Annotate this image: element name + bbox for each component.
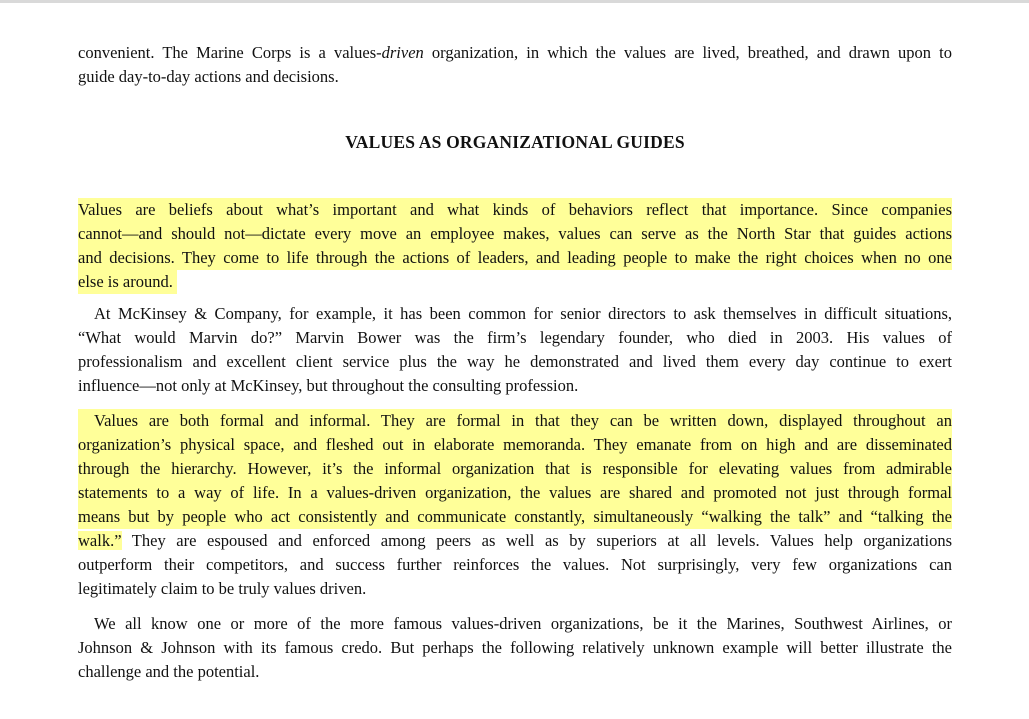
intro-paragraph xyxy=(78,41,952,89)
window-top-border xyxy=(0,0,1029,3)
text-line: means but by people who act consistently and communicate constantly, simultaneously “walking the talk” and “talking the xyxy=(78,505,952,529)
italic-text: driven xyxy=(381,43,424,62)
section-heading: VALUES AS ORGANIZATIONAL GUIDES xyxy=(345,132,685,152)
text-line xyxy=(78,41,952,65)
text-line: organization’s physical space, and fleshed out in elaborate memoranda. They emanate from on high and are disseminated xyxy=(78,433,952,457)
text-line: challenge and the potential. xyxy=(78,662,260,681)
text-line xyxy=(78,529,952,553)
text-line: professionalism and excellent client service plus the way he demonstrated and lived them every day continue to exert xyxy=(78,352,952,371)
text-line: legitimately claim to be truly values driven. xyxy=(78,579,367,598)
text-line: through the hierarchy. However, it’s the informal organization that is responsible for elevating values from admirable xyxy=(78,457,952,481)
text-run: convenient. The Marine Corps is a values- xyxy=(78,43,382,62)
text-line: At McKinsey & Company, for example, it has been common for senior directors to ask themselves in difficult situations, xyxy=(94,304,952,323)
text-line: Values are both formal and informal. They are formal in that they can be written down, displayed throughout an xyxy=(78,409,952,433)
text-line: We all know one or more of the more famous values-driven organizations, be it the Marines, Southwest Airlines, or xyxy=(94,614,952,633)
text-run: They are espoused and enforced among peers as well as by superiors at all levels. Values help organizations xyxy=(121,531,952,550)
text-line: “What would Marvin do?” Marvin Bower was the firm’s legendary founder, who died in 2003. His values of xyxy=(78,328,952,347)
paragraph-mckinsey xyxy=(78,302,952,398)
paragraph-highlighted-1 xyxy=(78,198,952,294)
text-line: outperform their competitors, and success further reinforces the values. Not surprisingly, very few organizations can xyxy=(78,555,952,574)
highlighted-text: walk.” xyxy=(78,531,122,550)
text-line: Values are beliefs about what’s important and what kinds of behaviors reflect that importance. Since companies xyxy=(78,198,952,222)
paragraph-examples xyxy=(78,612,952,684)
text-line: guide day-to-day actions and decisions. xyxy=(78,67,339,86)
paragraph-formal-informal xyxy=(78,409,952,601)
text-line: and decisions. They come to life through the actions of leaders, and leading people to make the right choices when no one xyxy=(78,246,952,270)
text-line: cannot—and should not—dictate every move an employee makes, values can serve as the North Star that guides actions xyxy=(78,222,952,246)
text-run: organization, in which the values are lived, breathed, and drawn upon to xyxy=(423,43,952,62)
text-line: influence—not only at McKinsey, but throughout the consulting profession. xyxy=(78,376,579,395)
text-line: Johnson & Johnson with its famous credo. But perhaps the following relatively unknown example will better illustrate the xyxy=(78,638,952,657)
text-line: else is around. xyxy=(78,270,177,294)
text-line: statements to a way of life. In a values-driven organization, the values are shared and promoted not just through formal xyxy=(78,481,952,505)
